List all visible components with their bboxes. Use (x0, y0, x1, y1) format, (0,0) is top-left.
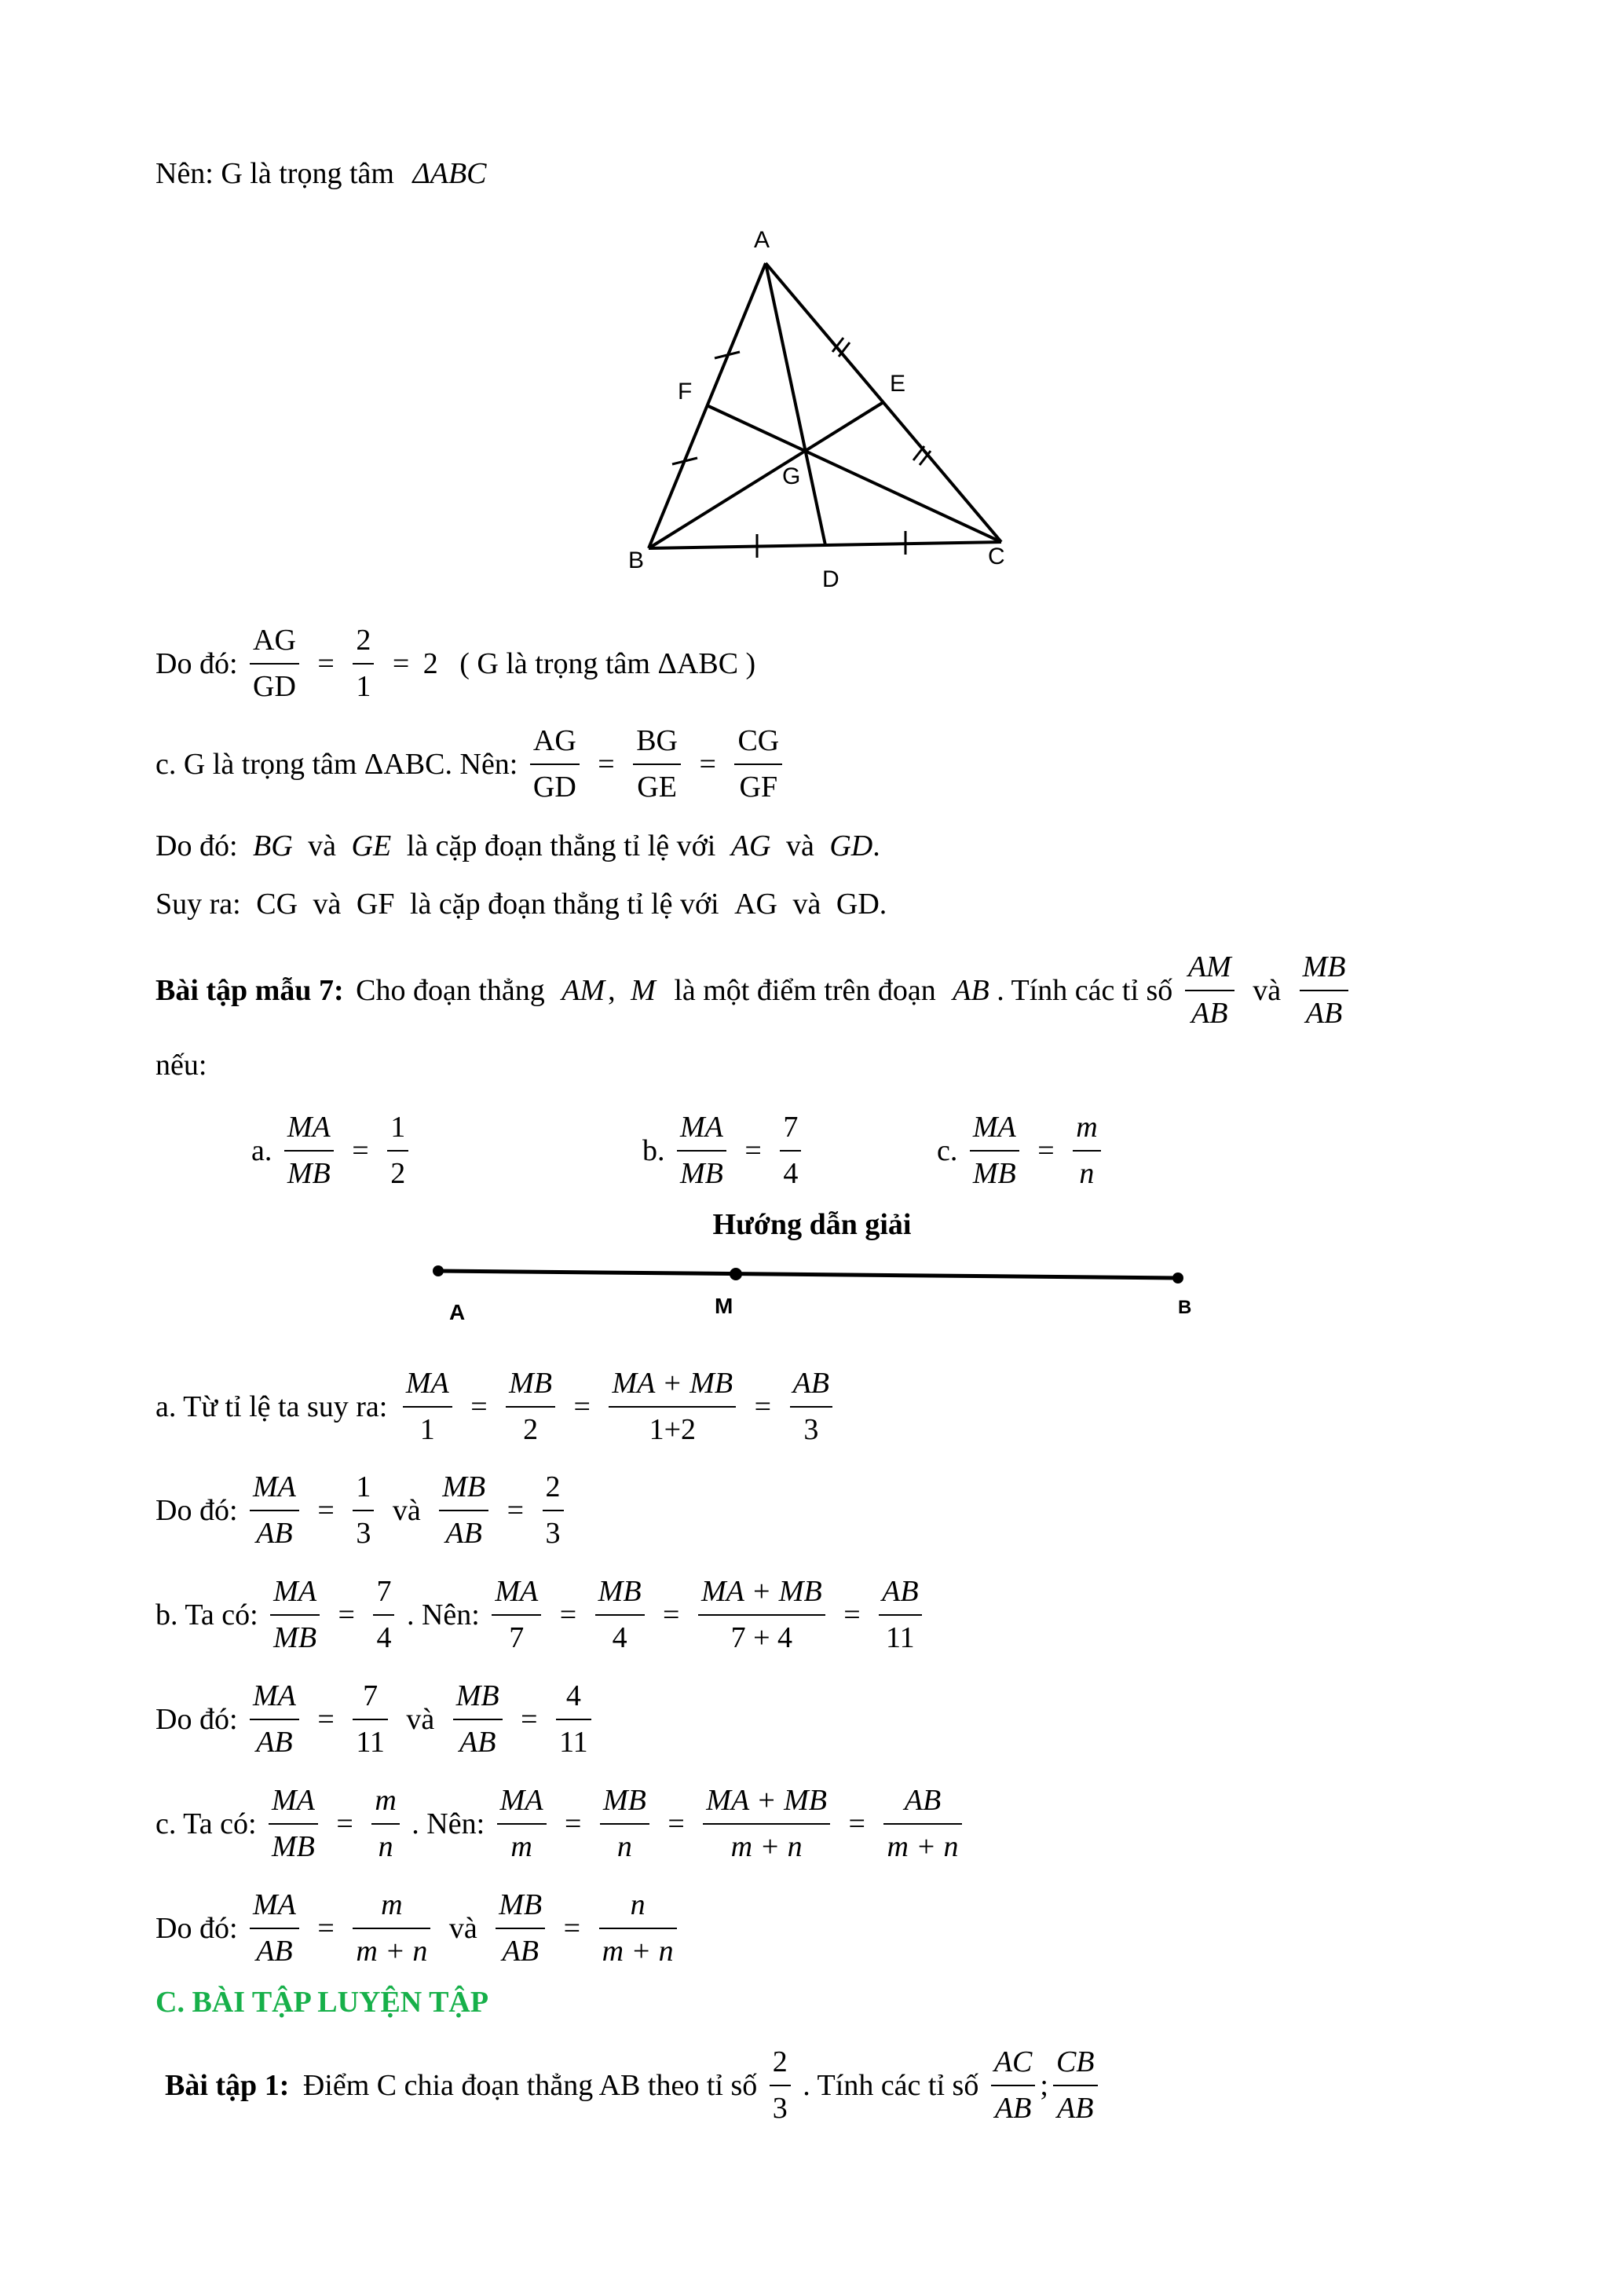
solution-a-1: a. Từ tỉ lệ ta suy ra: $\frac{MA}{1}$ = $\frac{MB}{2}$ = $\frac{MA + MB}{1+2}$ = $\frac{AB}{3}$ (155, 1364, 837, 1451)
intro-triangle: ΔABC (412, 157, 487, 190)
line1-prefix: Do đó: (155, 647, 238, 681)
solution-b-1: b. Ta có: $\frac{MA}{MB}$ = $\frac{7}{4}$ . Nên: $\frac{MA}{7}$ = $\frac{MB}{4}$ = $\frac{MA + MB}{7 + 4}$ = $\frac{AB}{11}$ (155, 1572, 927, 1659)
label-E: E (890, 371, 906, 397)
section-c-heading: C. BÀI TẬP LUYỆN TẬP (155, 1986, 489, 2019)
intro-line (155, 159, 487, 189)
line-2: c. G là trọng tâm ΔABC. Nên: $\frac{AG}{GD}$ = $\frac{BG}{GE}$ = $\frac{CG}{GF}$ (155, 721, 787, 808)
exercise-7-title: Bài tập mẫu 7: (155, 974, 344, 1008)
fraction: $\frac{2}{1}$ (353, 621, 374, 708)
label-G: G (782, 463, 801, 489)
fraction: $\frac{AG}{GD}$ (530, 721, 580, 808)
fraction: $\frac{AG}{GD}$ (250, 621, 299, 708)
label-F: F (678, 379, 693, 405)
line-3: Do đó: BG và GE là cặp đoạn thẳng tỉ lệ với AG và GD. (155, 829, 880, 862)
seg-label-M: M (715, 1294, 733, 1318)
solution-c-1: c. Ta có: $\frac{MA}{MB}$ = $\frac{m}{n}$ . Nên: $\frac{MA}{m}$ = $\frac{MB}{n}$ = $\frac{MA + MB}{m + n}$ = $\frac{AB}{m + n}$ (155, 1781, 967, 1868)
solution-c-2: Do đó: $\frac{MA}{AB}$ = $\frac{m}{m + n}$ và $\frac{MB}{AB}$ = $\frac{n}{m + n}$ (155, 1885, 682, 1972)
label-A: A (754, 227, 770, 253)
label-C: C (988, 544, 1005, 569)
case-b: b. $\frac{MA}{MB}$ = $\frac{7}{4}$ (642, 1108, 806, 1195)
fraction: $\frac{BG}{GE}$ (633, 721, 681, 808)
exercise-7-tail: nếu: (155, 1049, 207, 1082)
fraction: $\frac{AM}{AB}$ (1185, 947, 1234, 1034)
line-1: Do đó: $\frac{AG}{GD}$ = $\frac{2}{1}$ = 2 ( G là trọng tâm ΔABC ) (155, 621, 755, 708)
fraction: $\frac{MB}{AB}$ (1300, 947, 1349, 1034)
exercise-1: Bài tập 1: Điểm C chia đoạn thẳng AB theo tỉ số $\frac{2}{3}$ . Tính các tỉ số $\frac{AC}{AB}$ ; $\frac{CB}{AB}$ (165, 2042, 1103, 2129)
fraction: $\frac{CG}{GF}$ (734, 721, 782, 808)
line-4: Suy ra: CG và GF là cặp đoạn thẳng tỉ lệ với AG và GD. (155, 888, 887, 921)
exercise-7: Bài tập mẫu 7: Cho đoạn thẳng AM , M là một điểm trên đoạn AB . Tính các tỉ số $\frac{AM}{AB}$ và $\frac{MB}{AB}$ (155, 947, 1353, 1034)
line1-note: ( G là trọng tâm ΔABC ) (459, 647, 756, 681)
seg-label-B: B (1178, 1297, 1192, 1318)
label-D: D (822, 566, 839, 592)
case-c: c. $\frac{MA}{MB}$ = $\frac{m}{n}$ (937, 1108, 1106, 1195)
segment-figure (424, 1253, 1202, 1324)
exercise-1-title: Bài tập 1: (165, 2069, 290, 2103)
seg-label-A: A (449, 1300, 466, 1324)
label-B: B (628, 547, 645, 573)
intro-text: Nên: G là trọng tâm (155, 157, 394, 190)
line1-value: 2 (422, 647, 438, 681)
solution-b-2: Do đó: $\frac{MA}{AB}$ = $\frac{7}{11}$ và $\frac{MB}{AB}$ = $\frac{4}{11}$ (155, 1676, 596, 1763)
case-a: a. $\frac{MA}{MB}$ = $\frac{1}{2}$ (251, 1108, 413, 1195)
line2-prefix: c. G là trọng tâm ΔABC. Nên: (155, 748, 518, 782)
triangle-figure (613, 212, 1052, 597)
guide-heading: Hướng dẫn giải (712, 1208, 912, 1241)
solution-a-2: Do đó: $\frac{MA}{AB}$ = $\frac{1}{3}$ và $\frac{MB}{AB}$ = $\frac{2}{3}$ (155, 1467, 569, 1554)
